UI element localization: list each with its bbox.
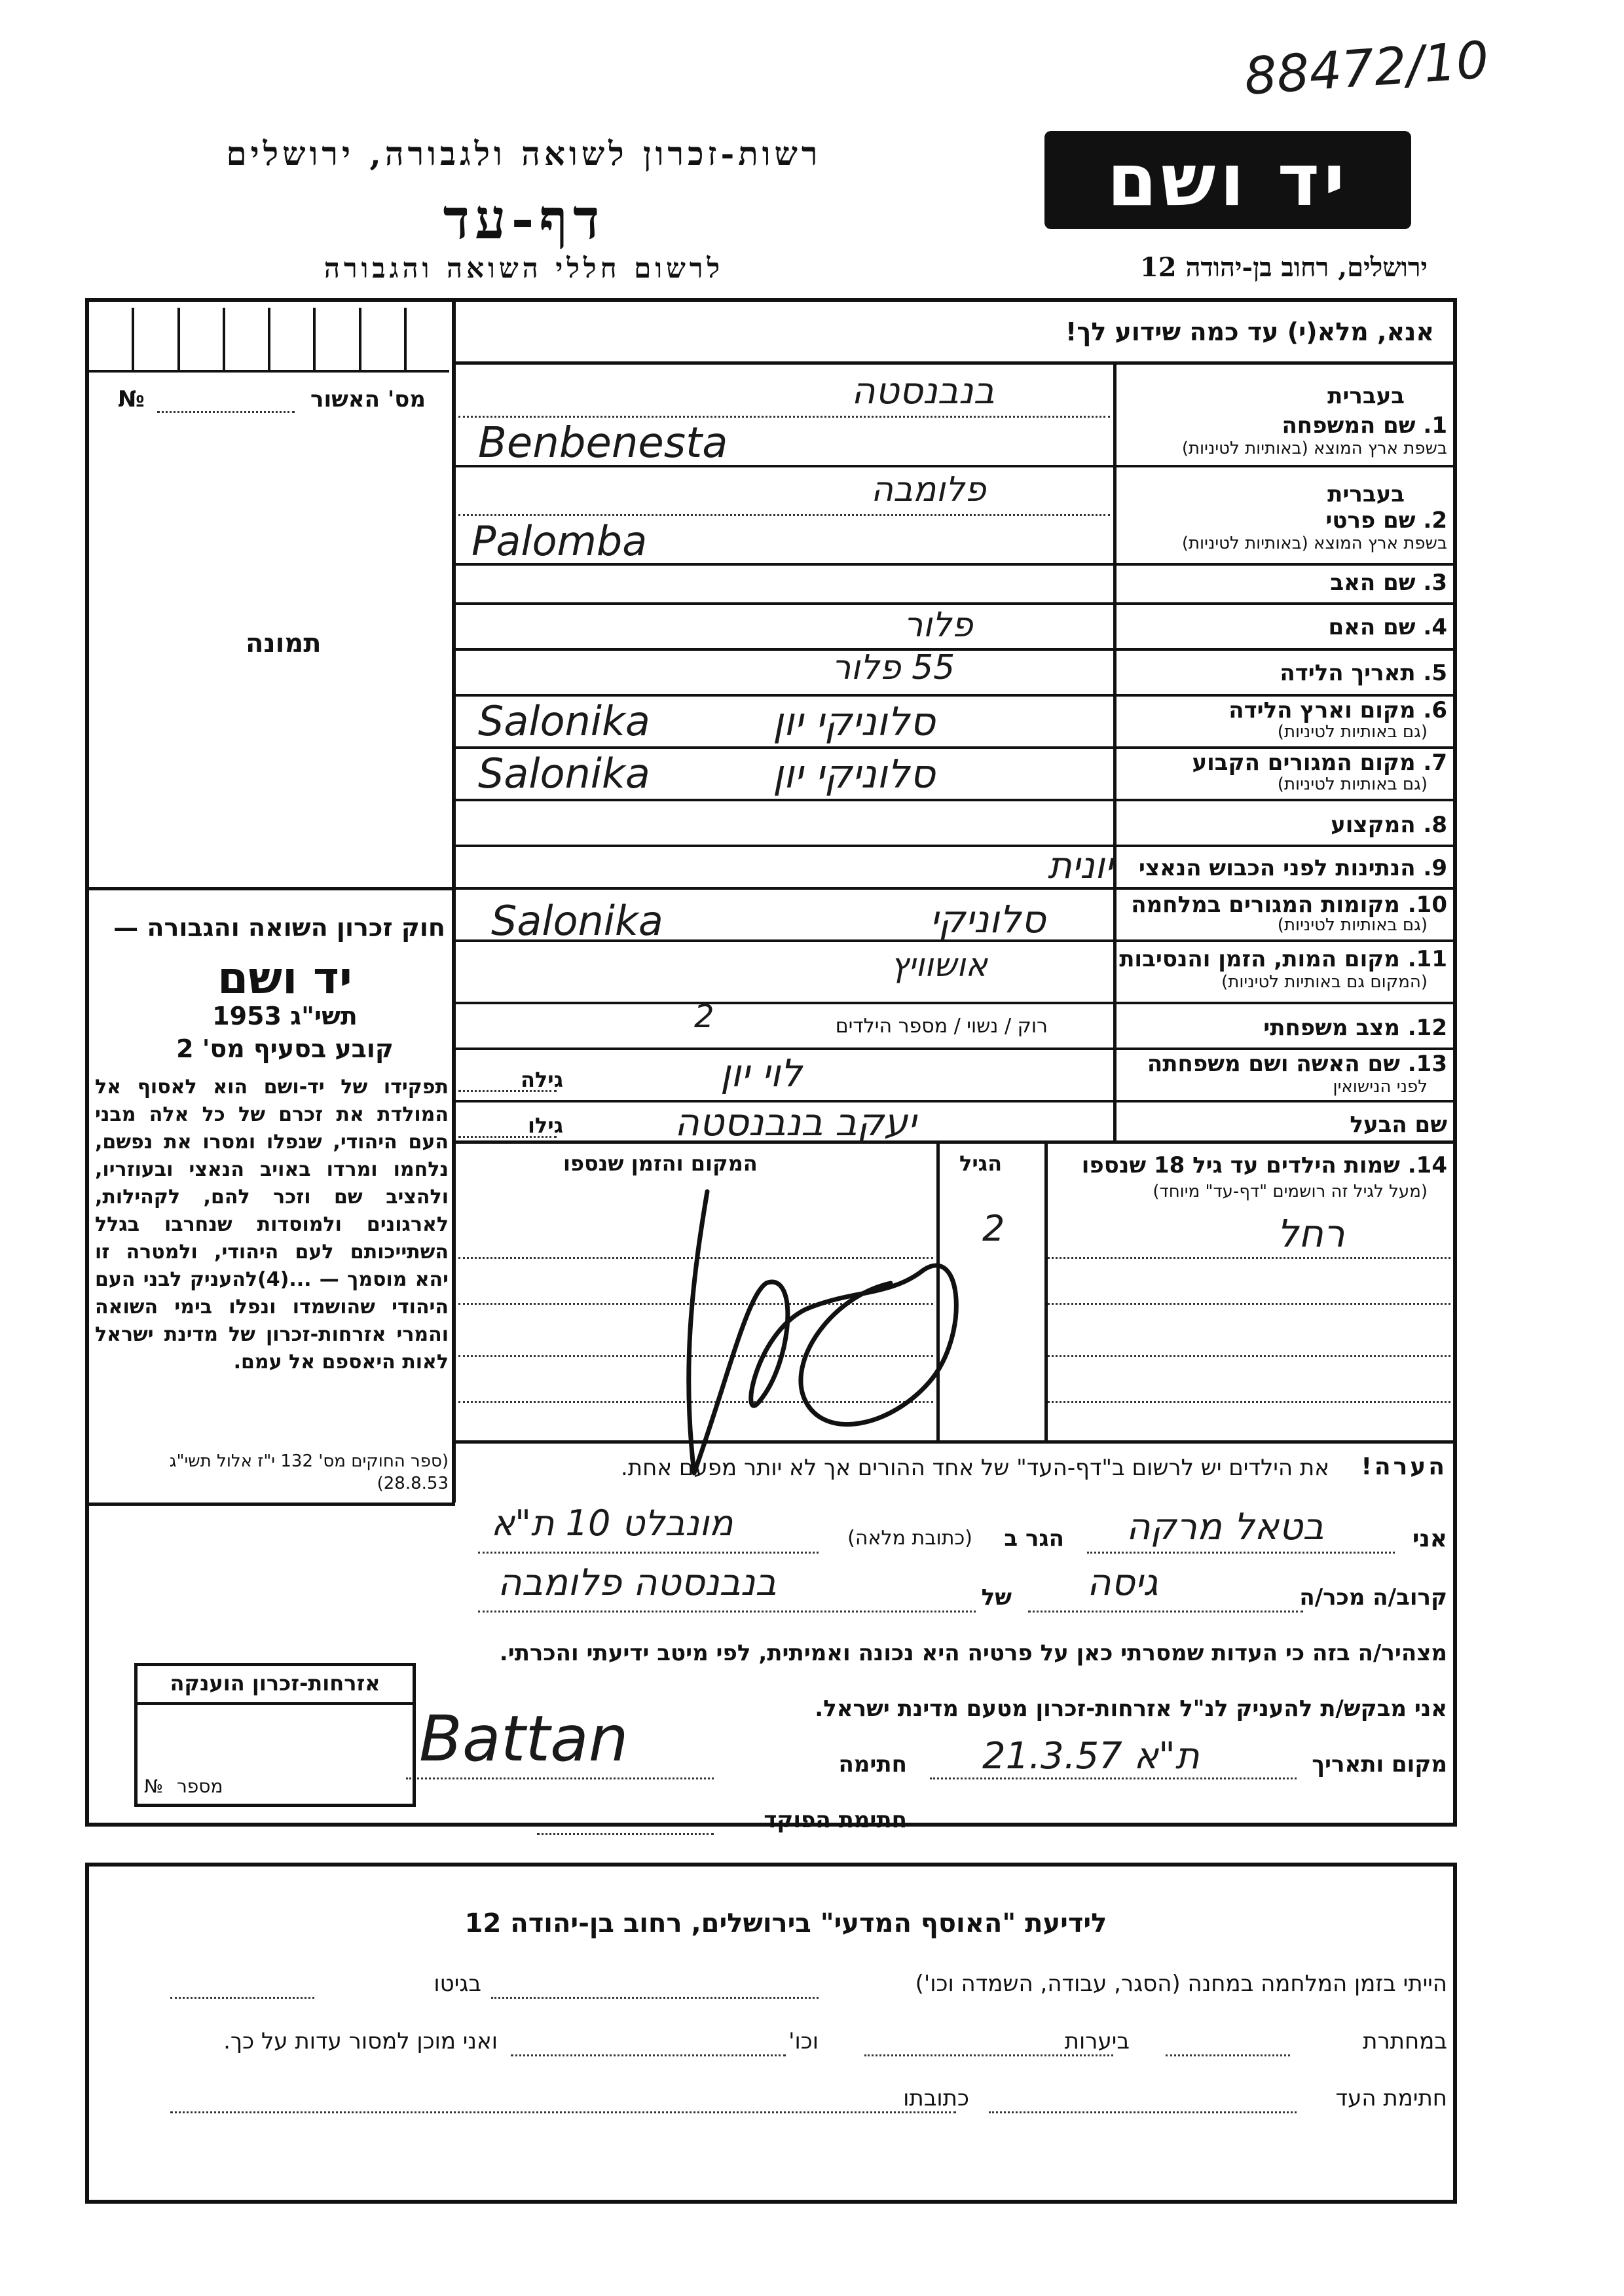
field10-latin-value[interactable]: Salonika — [491, 897, 663, 945]
bottom-line1: הייתי בזמן המלחמה במחנה (הסגר, עבודה, השמדה וכו') — [915, 1971, 1447, 1997]
bottom-line3-mid: כתובתו — [903, 2085, 969, 2111]
signature-value[interactable]: Battan — [419, 1702, 629, 1776]
approval-boxes — [89, 308, 449, 370]
field2-sub: בשפת ארץ המוצא (באותיות לטיניות) — [1181, 534, 1447, 553]
statement-1: מצהיר/ה בזה כי העדות שמסרתי כאן על פרטיה היא נכונה ואמיתית, לפי מיטב ידיעתי והכרתי. — [499, 1640, 1447, 1666]
bottom-line3-start: חתימת העד — [1335, 2085, 1447, 2111]
field11-label: 11. מקום המות, הזמן והנסיבות — [1119, 946, 1447, 972]
children-header-names: 14. שמות הילדים עד גיל 18 שנספו — [1081, 1152, 1447, 1178]
reference-number: 88472/10 — [1242, 31, 1491, 107]
signature-label: חתימה — [838, 1751, 907, 1777]
pen-scribble — [655, 1165, 995, 1493]
photo-label: תמונה — [246, 629, 322, 659]
bottom-line2-mid: ביערות — [1064, 2028, 1130, 2054]
field4-value[interactable]: פלור — [904, 606, 973, 645]
address: ירושלים, רחוב בן-יהודה 12 — [1139, 252, 1428, 283]
place-date-label: מקום ותאריך — [1312, 1751, 1447, 1777]
child-1-age[interactable]: 2 — [982, 1208, 1005, 1249]
clerk-signature-label: חתימת הפוקד — [764, 1807, 907, 1833]
field11-value[interactable]: אושוויץ — [891, 946, 987, 984]
bottom-heading: לידיעת "האוסף המדעי" בירושלים, רחוב בן-יהודה 12 — [464, 1908, 1107, 1939]
citizenship-title: אזרחות-זכרון הוענקה — [170, 1671, 380, 1696]
field6-label: 6. מקום וארץ הלידה — [1228, 697, 1447, 723]
address-hint: (כתובת מלאה) — [847, 1527, 972, 1550]
citizenship-num-label: מספר — [177, 1776, 223, 1797]
bottom-line2-etc: וכו' — [788, 2028, 819, 2054]
field13-value[interactable]: לוי יון — [720, 1051, 802, 1095]
field6-latin-value[interactable]: Salonika — [478, 697, 650, 745]
field10-label: 10. מקומות המגורים במלחמה — [1131, 892, 1447, 918]
field5-label: 5. תאריך הלידה — [1280, 660, 1447, 686]
law-section: קובע בסעיף מס' 2 — [176, 1034, 394, 1063]
field7-sub: (גם באותיות לטיניות) — [1277, 774, 1428, 794]
field13-age-label: גילה — [520, 1067, 563, 1092]
law-body: תפקידו של יד-ושם הוא לאסוף אל המולדת את זכרם של כל אלה מבני העם היהודי, שנפלו ומסרו את נפשם, נלחמו ומרדו באויב הנאצי ובעוזריו, ולהציב שם וזכר להם, לקהילות, לארגונים ולמוסדות שנחרבו בגלל השתייכותם לעם היהודי, ולמטרה זו יהא מוסמך — ...(4)להעניק לבני העם היהודי שהושמדו ונפלו בימי השואה והמרי אזרחות-זכרון של מדינת ישראל לאות היאספם אל עמם. — [95, 1076, 449, 1374]
field3-label: 3. שם האב — [1330, 570, 1447, 596]
form-title: דף-עד — [443, 187, 605, 251]
field1-heb-tag: בעברית — [1327, 383, 1405, 409]
field13-label: 13. שם האשה ושם משפחתה — [1147, 1051, 1447, 1077]
field2-heb-value[interactable]: פלומבה — [871, 470, 986, 509]
field1-sub: בשפת ארץ המוצא (באותיות לטיניות) — [1181, 439, 1447, 458]
children-header-age: הגיל — [959, 1151, 1003, 1176]
field12-options: רוק / נשוי / מספר הילדים — [835, 1015, 1048, 1038]
field13-sub: לפני הנישואין — [1333, 1077, 1428, 1097]
note-label: הערה! — [1361, 1453, 1447, 1480]
children-header-names-sub: (מעל לגיל זה רושמים "דף-עד" מיוחד) — [1153, 1182, 1428, 1201]
note-text: את הילדים יש לרשום ב"דף-העד" של אחד ההורים אך לא יותר מפעם אחת. — [621, 1455, 1329, 1481]
field5-value[interactable]: 55 פלור — [832, 648, 955, 687]
bottom-line2-end: ואני מוכן למסור עדות על כך. — [223, 2028, 498, 2054]
approval-number-line[interactable] — [157, 411, 295, 413]
instruction-text: אנא, מלא(י) עד כמה שידוע לך! — [1065, 318, 1434, 346]
form-subtitle: לרשום חללי השואה והגבורה — [323, 252, 724, 284]
field9-label: 9. הנתינות לפני הכבוש הנאצי — [1138, 855, 1447, 881]
field11-sub: (המקום גם באותיות לטיניות) — [1221, 972, 1428, 992]
field8-label: 8. המקצוע — [1331, 812, 1447, 838]
declarant-address[interactable]: מונבלט 10 ת"א — [491, 1503, 733, 1544]
field7-label: 7. מקום המגורים הקבוע — [1192, 750, 1447, 776]
field1-latin-value[interactable]: Benbenesta — [478, 419, 728, 467]
field2-label: 2. שם פרטי — [1325, 507, 1447, 534]
of-value[interactable]: בנבנסטה פלומבה — [498, 1561, 777, 1604]
field10-sub: (גם באותיות לטיניות) — [1277, 915, 1428, 935]
resides-label: הגר ב — [1004, 1525, 1064, 1552]
declarant-name[interactable]: בטאל מרקה — [1126, 1506, 1324, 1548]
field1-heb-value[interactable]: בנבנסטה — [851, 370, 995, 412]
husband-label: שם הבעל — [1350, 1112, 1447, 1138]
bottom-line2-start: במחתרת — [1363, 2028, 1447, 2054]
field7-heb-value[interactable]: סלוניקי יון — [773, 752, 935, 797]
husband-age-label: גילו — [527, 1113, 563, 1138]
child-1-name[interactable]: רחל — [1277, 1211, 1345, 1256]
approval-num-sign: № — [118, 386, 145, 412]
field7-latin-value[interactable]: Salonika — [478, 750, 650, 797]
relation-value[interactable]: גיסה — [1087, 1561, 1158, 1604]
declaration-ani: אני — [1412, 1525, 1447, 1552]
field1-label: 1. שם המשפחה — [1282, 412, 1447, 439]
of-label: של — [981, 1584, 1012, 1611]
field6-heb-value[interactable]: סלוניקי יון — [773, 699, 935, 745]
children-header-place: המקום והזמן שנספו — [563, 1151, 758, 1176]
citizenship-num-sign: № — [144, 1776, 164, 1797]
field6-sub: (גם באותיות לטיניות) — [1277, 722, 1428, 742]
field12-label: 12. מצב משפחתי — [1263, 1015, 1447, 1041]
logo-text: יד ושם — [1107, 138, 1349, 222]
law-title: חוק זכרון השואה והגבורה — — [113, 913, 445, 942]
organization-line: רשות-זכרון לשואה ולגבורה, ירושלים — [226, 134, 822, 173]
approval-label: מס' האשור — [310, 386, 426, 412]
field10-heb-value[interactable]: סלוניקי — [930, 897, 1046, 941]
law-logo: יד ושם — [217, 953, 352, 1004]
statement-2: אני מבקש/ת להעניק לנ"ל אזרחות-זכרון מטעם מדינת ישראל. — [815, 1696, 1447, 1722]
law-footnote: (ספר החוקים מס' 132 י"ז אלול תשי"ג 28.8.53) — [169, 1451, 449, 1493]
law-year: תשי"ג 1953 — [212, 1002, 358, 1030]
field9-value[interactable]: יונית — [1048, 845, 1113, 887]
bottom-line1-end: בגיטו — [434, 1971, 481, 1997]
husband-value[interactable]: יעקב בנבנסטה — [674, 1100, 917, 1144]
field2-heb-tag: בעברית — [1327, 481, 1405, 507]
field4-label: 4. שם האם — [1328, 614, 1447, 640]
yad-vashem-logo — [1044, 131, 1411, 229]
field12-children-count[interactable]: 2 — [694, 998, 714, 1035]
place-date-value[interactable]: ת"א 21.3.57 — [982, 1735, 1200, 1777]
relative-label: קרוב/ה מכר/ה — [1299, 1584, 1447, 1611]
field2-latin-value[interactable]: Palomba — [471, 517, 648, 565]
